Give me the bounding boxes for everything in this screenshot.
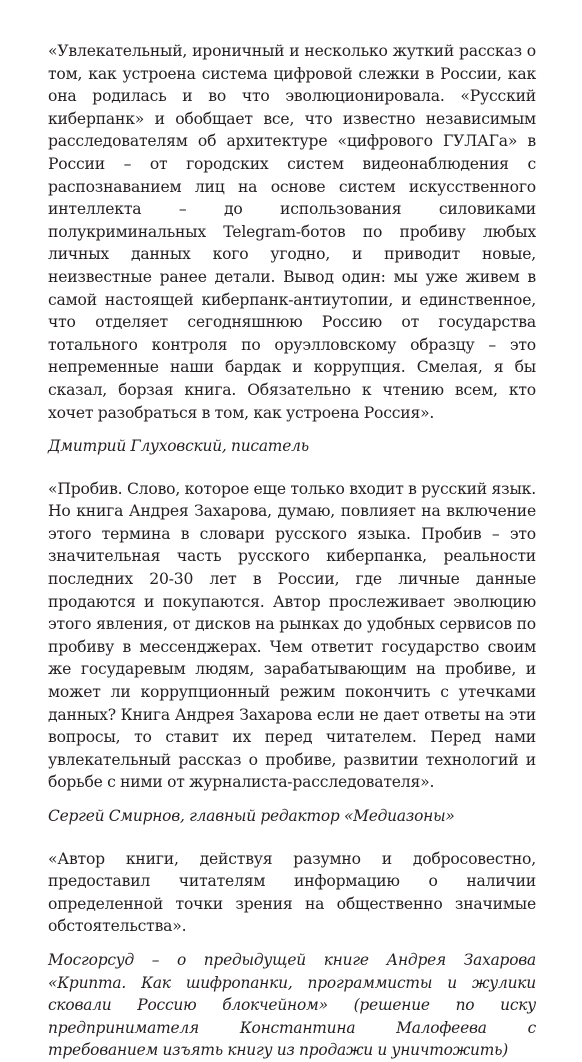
quote-block-3 [48,848,536,1062]
quote-block-1 [48,40,536,458]
quote-attribution: Сергей Смирнов, главный редактор «Медиазоны» [48,807,455,825]
quote-attribution: Дмитрий Глуховский, писатель [48,437,309,456]
quote-text: «Автор книги, действуя разумно и добросовестно, предоставил читателям информацию о наличии определенной точки зрения на общественно значимые обстоятельства». [48,849,536,936]
quote-text: «Увлекательный, ироничный и несколько жуткий рассказ о том, как устроена система цифровой слежки в России, как она родилась и во что эволюционировала. «Русский киберпанк» и обобщает все, что известно независимым расследователям об архитектуре «цифрового ГУЛАГа» в России – от городских систем видеонаблюдения с распознаванием лиц на основе систем искусственного интеллекта – до использования силовиками полукриминальных Telegram-ботов по пробиву любых личных данных кого угодно, и приводит новые, неизвестные ранее детали. Вывод один: мы уже живем в самой настоящей киберпанк-антиутопии, и единственное, что отделяет сегодняшнюю Россию от государства тотального контроля по оруэлловскому образцу – это непременные наши бардак и коррупция. Смелая, я бы сказал, борзая книга. Обязательно к чтению всем, кто хочет разобраться в том, как устроена Россия». [48,42,536,422]
quote-attribution: Мосгорсуд – о предыдущей книге Андрея Захарова «Крипта. Как шифропанки, программисты и жулики сковали Россию блокчейном» (решение по иску предпринимателя Константина Малофеева с требованием изъять книгу из продажи и уничтожить) [48,950,536,1060]
quote-block-2 [48,478,536,828]
quote-text: «Пробив. Слово, которое еще только входит в русский язык. Но книга Андрея Захарова, думаю, повлияет на включение этого термина в словари русского языка. Пробив – это значительная часть русского киберпанка, реальности последних 20-30 лет в России, где личные данные продаются и покупаются. Автор прослеживает эволюцию этого явления, от дисков на рынках до удобных сервисов по пробиву в мессенджерах. Чем ответит государство своим же государевым людям, зарабатывающим на пробиве, и может ли коррупционный режим покончить с утечками данных? Книга Андрея Захарова если не дает ответы на эти вопросы, то ставит их перед читателем. Перед нами увлекательный рассказ о пробиве, развитии технологий и борьбе с ними от журналиста-расследователя». [48,479,536,792]
book-blurb-page [48,40,536,1062]
